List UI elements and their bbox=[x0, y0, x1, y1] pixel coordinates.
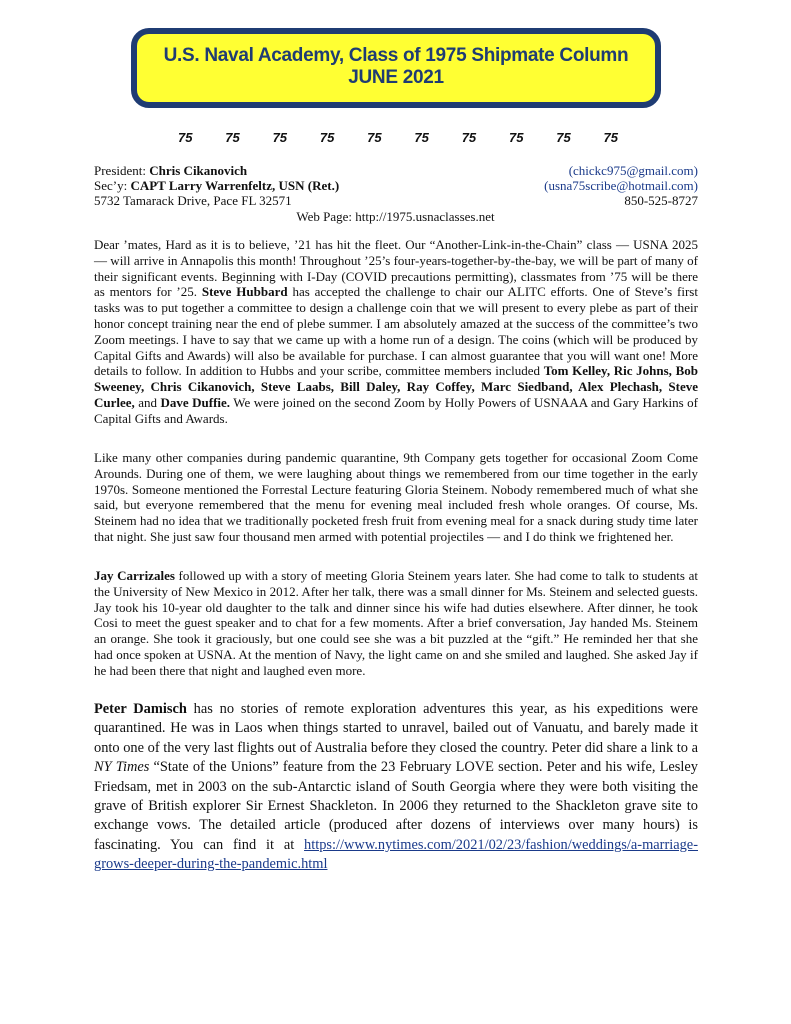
president-label: President: bbox=[94, 163, 150, 178]
column-date: JUNE 2021 bbox=[348, 67, 444, 88]
divider-mark: 75 bbox=[319, 130, 335, 145]
paragraph-peter-damisch: Peter Damisch has no stories of remote exploration adventures this year, as his expeditions were quarantined. He was in Laos when things started to unravel, bailed out of Vanuatu, and barely made it onto one of the very last flights out of Australia before they closed the country. Peter did share a link to a NY Times “State of the Unions” feature from the 23 February LOVE section. Peter and his wife, Lesley Friedsam, met in 2003 on the sub-Antarctic island of South Georgia where they were both visiting the grave of British explorer Sir Ernest Shackleton. In 2006 they returned to the Shackleton grave site to exchange vows. The detailed article (produced after dozens of interviews over many hours) is fascinating. You can find it at https://www.nytimes.com/2021/02/23/fashion/weddings/a-marriage-grows-deeper-during-the-pandemic.html bbox=[94, 701, 698, 873]
secretary-label: Sec’y: bbox=[94, 178, 131, 193]
paragraph-9th-company: Like many other companies during pandemic quarantine, 9th Company gets together for occasional Zoom Come Arounds. During one of them, we were laughing about things we remembered from our time together in the early 1970s. Someone mentioned the Forrestal Lecture featuring Gloria Steinem. Nobody remembered much of what she said, but everyone remembered that the menu for evening meal included fresh whole oranges. Of course, Ms. Steinem had no idea that we traditionally pocketed fresh fruit from evening meal for a snack during study time later that night. She just saw four thousand men armed with potential projectiles — and I do think we frightened her. bbox=[94, 450, 698, 544]
divider-mark: 75 bbox=[272, 130, 288, 145]
divider-mark: 75 bbox=[603, 130, 618, 145]
divider-mark: 75 bbox=[556, 130, 571, 145]
secretary-name: CAPT Larry Warrenfeltz, USN (Ret.) bbox=[130, 178, 340, 193]
nytimes-article-link[interactable]: https://www.nytimes.com/2021/02/23/fashion/weddings/a-marriage-grows-deeper-during-the-pandemic.html bbox=[94, 836, 698, 873]
paragraph-alitc: Dear ’mates, Hard as it is to believe, ’21 has hit the fleet. Our “Another-Link-in-the-Chain” class — USNA 2025 — will arrive in Annapolis this month! Throughout ’25’s four-years-together-by-the-bay, we will be part of many of their significant events. Beginning with I-Day (COVID precautions permitting), classmates from ’75 will be there as mentors for ’25. Steve Hubbard has accepted the challenge to chair our ALITC efforts. One of Steve’s first tasks was to put together a committee to design a challenge coin that we will present to every plebe as part of their honor concept training near the end of plebe summer. I am absolutely amazed at the success of the committee’s two Zoom meetings. I have to say that we came up with a home run of a design. The coins (which will be produced by Capital Gifts and Awards) will also be available for purchase. I can almost guarantee that you will want one! More details to follow. In addition to Hubbs and your scribe, committee members included Tom Kelley, Ric Johns, Bob Sweeney, Chris Cikanovich, Steve Laabs, Bill Daley, Ray Coffey, Marc Siedband, Alex Plechash, Steve Curlee, and Dave Duffie. We were joined on the second Zoom by Holly Powers of USNAAA and Gary Harkins of Capital Gifts and Awards. bbox=[94, 237, 699, 426]
divider-mark: 75 bbox=[225, 130, 240, 145]
column-title: U.S. Naval Academy, Class of 1975 Shipmate Column bbox=[163, 45, 629, 66]
address-row bbox=[94, 193, 698, 208]
paragraph-jay-carrizales: Jay Carrizales followed up with a story of meeting Gloria Steinem years later. She had come to talk to students at the University of New Mexico in 2012. After her talk, there was a small dinner for Ms. Steinem and selected guests. Jay took his 10-year old daughter to the talk and dinner since his wife had duties elsewhere. After dinner, he took Cosi to meet the guest speaker and to chat for a few moments. After a brief conversation, Jay handed Ms. Steinem an orange. She took it graciously, but one could see she was a bit puzzled at the “gift.” He reminded her that she had once spoken at USNA. At the mention of Navy, the light came on and she smiled and laughed. She asked Jay if he had been there that night and laughed even more. bbox=[94, 568, 698, 678]
phone-number: 850-525-8727 bbox=[624, 193, 698, 208]
web-page[interactable]: Web Page: http://1975.usnaclasses.net bbox=[296, 209, 495, 224]
president-email[interactable]: (chickc975@gmail.com) bbox=[568, 163, 698, 178]
column-title-banner bbox=[131, 28, 661, 108]
divider-mark: 75 bbox=[414, 130, 429, 145]
class-year-divider bbox=[178, 130, 618, 145]
president-name: Chris Cikanovich bbox=[149, 163, 248, 178]
divider-mark: 75 bbox=[178, 130, 193, 145]
divider-mark: 75 bbox=[461, 130, 477, 145]
president-row bbox=[94, 163, 698, 178]
secretary-email[interactable]: (usna75scribe@hotmail.com) bbox=[544, 178, 698, 193]
secretary-row bbox=[94, 178, 698, 193]
divider-mark: 75 bbox=[508, 130, 524, 145]
mailing-address: 5732 Tamarack Drive, Pace FL 32571 bbox=[94, 193, 292, 208]
divider-mark: 75 bbox=[367, 130, 382, 145]
